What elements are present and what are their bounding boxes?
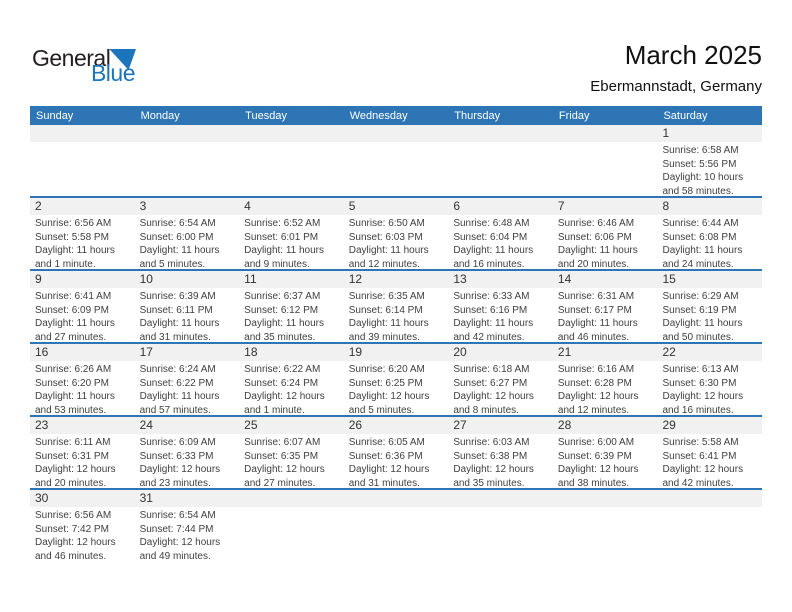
day-number: 23 bbox=[35, 418, 49, 432]
daylight-line: and 42 minutes. bbox=[453, 331, 525, 343]
daylight-line: and 20 minutes. bbox=[35, 477, 107, 489]
day-number: 10 bbox=[139, 272, 153, 286]
day-number: 14 bbox=[557, 272, 572, 286]
daylight-line: and 27 minutes. bbox=[244, 477, 316, 489]
sunrise-line: Sunrise: 6:58 AM bbox=[662, 145, 739, 156]
daylight-line: and 1 minute. bbox=[35, 258, 96, 270]
daylight-line: and 27 minutes. bbox=[35, 331, 107, 343]
sunset-line: Sunset: 6:36 PM bbox=[348, 450, 423, 462]
daylight-line: Daylight: 11 hours bbox=[139, 391, 220, 402]
week-details-row bbox=[30, 434, 762, 488]
week-details-row bbox=[30, 288, 762, 342]
day-number: 11 bbox=[244, 272, 257, 286]
week-number-band bbox=[30, 271, 762, 288]
empty-day-cell bbox=[448, 507, 553, 561]
daylight-line: and 57 minutes. bbox=[139, 404, 211, 416]
sunrise-line: Sunrise: 6:44 AM bbox=[662, 218, 739, 229]
week-row bbox=[30, 198, 762, 271]
empty-day-number bbox=[135, 125, 240, 142]
daylight-line: Daylight: 11 hours bbox=[557, 318, 638, 329]
day-number: 2 bbox=[35, 199, 42, 213]
sunrise-line: Sunrise: 6:29 AM bbox=[662, 291, 739, 302]
week-row bbox=[30, 344, 762, 417]
daylight-line: and 5 minutes. bbox=[139, 258, 206, 270]
day-cell bbox=[448, 361, 553, 415]
daylight-line: and 39 minutes. bbox=[348, 331, 420, 343]
daylight-line: and 58 minutes. bbox=[662, 185, 734, 197]
sunrise-line: Sunrise: 5:58 AM bbox=[662, 437, 739, 448]
daylight-line: Daylight: 12 hours bbox=[244, 391, 325, 402]
daylight-line: Daylight: 11 hours bbox=[139, 245, 220, 256]
day-cell bbox=[657, 142, 762, 196]
sunset-line: Sunset: 6:01 PM bbox=[244, 231, 319, 243]
day-number: 6 bbox=[453, 199, 460, 213]
week-details-row bbox=[30, 361, 762, 415]
day-number: 25 bbox=[244, 418, 258, 432]
sunset-line: Sunset: 6:22 PM bbox=[139, 377, 214, 389]
daylight-line: and 35 minutes. bbox=[453, 477, 525, 489]
day-cell bbox=[135, 288, 240, 342]
day-cell bbox=[239, 434, 344, 488]
empty-day-number bbox=[448, 125, 553, 142]
daylight-line: Daylight: 12 hours bbox=[453, 464, 534, 475]
day-number: 21 bbox=[557, 345, 572, 359]
day-cell bbox=[344, 288, 449, 342]
day-cell bbox=[30, 434, 135, 488]
sunset-line: Sunset: 6:35 PM bbox=[244, 450, 319, 462]
day-cell bbox=[239, 288, 344, 342]
empty-day-number bbox=[239, 490, 344, 507]
day-cell bbox=[344, 215, 449, 269]
day-number: 22 bbox=[662, 345, 676, 359]
daylight-line: Daylight: 11 hours bbox=[662, 245, 743, 256]
empty-day-number bbox=[344, 125, 449, 142]
sunrise-line: Sunrise: 6:48 AM bbox=[453, 218, 530, 229]
daylight-line: Daylight: 11 hours bbox=[557, 245, 638, 256]
sunset-line: Sunset: 6:39 PM bbox=[557, 450, 632, 462]
daylight-line: and 31 minutes. bbox=[139, 331, 211, 343]
daylight-line: and 12 minutes. bbox=[557, 404, 630, 416]
empty-day-cell bbox=[553, 142, 658, 196]
empty-day-cell bbox=[239, 142, 344, 196]
empty-day-number bbox=[553, 490, 658, 507]
day-number: 19 bbox=[348, 345, 363, 359]
daylight-line: Daylight: 12 hours bbox=[662, 464, 744, 475]
sunrise-line: Sunrise: 6:24 AM bbox=[139, 364, 216, 375]
location-subtitle: Ebermannstadt, Germany bbox=[590, 78, 762, 95]
daylight-line: Daylight: 12 hours bbox=[453, 391, 534, 402]
daylight-line: and 16 minutes. bbox=[662, 404, 734, 416]
daylight-line: Daylight: 12 hours bbox=[35, 464, 116, 475]
sunrise-line: Sunrise: 6:18 AM bbox=[453, 364, 530, 375]
daylight-line: Daylight: 11 hours bbox=[453, 318, 534, 329]
daylight-line: Daylight: 11 hours bbox=[35, 391, 115, 402]
daylight-line: and 1 minute. bbox=[244, 404, 305, 416]
sunset-line: Sunset: 6:30 PM bbox=[662, 377, 737, 389]
title-block bbox=[590, 40, 762, 95]
day-cell bbox=[135, 434, 240, 488]
sunrise-line: Sunrise: 6:09 AM bbox=[139, 437, 216, 448]
sunset-line: Sunset: 6:24 PM bbox=[244, 377, 319, 389]
daylight-line: and 5 minutes. bbox=[348, 404, 415, 416]
day-number: 18 bbox=[244, 345, 258, 359]
weekday-header-tuesday: Tuesday bbox=[245, 109, 287, 122]
daylight-line: and 46 minutes. bbox=[557, 331, 630, 343]
day-cell bbox=[135, 361, 240, 415]
empty-day-number bbox=[239, 125, 344, 142]
sunset-line: Sunset: 6:16 PM bbox=[453, 304, 528, 316]
weekday-header-monday: Monday bbox=[140, 109, 180, 122]
sunset-line: Sunset: 5:58 PM bbox=[35, 231, 109, 243]
sunrise-line: Sunrise: 6:13 AM bbox=[662, 364, 739, 375]
sunset-line: Sunset: 6:28 PM bbox=[557, 377, 632, 389]
sunrise-line: Sunrise: 6:50 AM bbox=[348, 218, 425, 229]
day-number: 17 bbox=[139, 345, 153, 359]
day-number: 5 bbox=[348, 199, 356, 213]
daylight-line: and 20 minutes. bbox=[557, 258, 630, 270]
sunrise-line: Sunrise: 6:31 AM bbox=[557, 291, 635, 302]
day-number: 30 bbox=[35, 491, 49, 505]
day-cell bbox=[657, 434, 762, 488]
empty-day-cell bbox=[553, 507, 658, 561]
sunset-line: Sunset: 6:09 PM bbox=[35, 304, 109, 316]
day-cell bbox=[239, 361, 344, 415]
sunset-line: Sunset: 6:08 PM bbox=[662, 231, 737, 243]
sunset-line: Sunset: 6:03 PM bbox=[348, 231, 423, 243]
daylight-line: and 35 minutes. bbox=[244, 331, 316, 343]
daylight-line: Daylight: 12 hours bbox=[139, 537, 221, 548]
empty-day-cell bbox=[239, 507, 344, 561]
page-title: March 2025 bbox=[624, 40, 762, 70]
logo-text-blue: Blue bbox=[90, 60, 135, 86]
sunset-line: Sunset: 6:00 PM bbox=[139, 231, 214, 243]
sunset-line: Sunset: 6:04 PM bbox=[453, 231, 528, 243]
week-details-row bbox=[30, 142, 762, 196]
daylight-line: Daylight: 12 hours bbox=[244, 464, 325, 475]
daylight-line: Daylight: 12 hours bbox=[348, 464, 430, 475]
empty-day-cell bbox=[135, 142, 240, 196]
day-cell bbox=[30, 507, 135, 561]
sunset-line: Sunset: 7:44 PM bbox=[139, 523, 214, 535]
day-number: 15 bbox=[662, 272, 676, 286]
day-number: 3 bbox=[139, 199, 147, 213]
sunrise-line: Sunrise: 6:54 AM bbox=[139, 218, 216, 229]
sunset-line: Sunset: 6:19 PM bbox=[662, 304, 737, 316]
empty-day-number bbox=[344, 490, 449, 507]
sunrise-line: Sunrise: 6:16 AM bbox=[557, 364, 635, 375]
daylight-line: Daylight: 11 hours bbox=[244, 245, 325, 256]
weekday-header-row bbox=[30, 106, 762, 125]
empty-day-number bbox=[553, 125, 658, 142]
day-cell bbox=[657, 288, 762, 342]
calendar-weeks bbox=[30, 125, 762, 561]
daylight-line: Daylight: 12 hours bbox=[662, 391, 744, 402]
daylight-line: Daylight: 10 hours bbox=[662, 172, 744, 183]
daylight-line: and 42 minutes. bbox=[662, 477, 734, 489]
day-cell bbox=[30, 215, 135, 269]
sunset-line: Sunset: 6:11 PM bbox=[139, 304, 213, 316]
day-cell bbox=[344, 434, 449, 488]
day-number: 8 bbox=[662, 199, 670, 213]
day-number: 28 bbox=[557, 418, 572, 432]
sunrise-line: Sunrise: 6:26 AM bbox=[35, 364, 112, 375]
sunset-line: Sunset: 6:06 PM bbox=[557, 231, 632, 243]
weekday-header-wednesday: Wednesday bbox=[349, 109, 408, 122]
day-number: 16 bbox=[35, 345, 49, 359]
daylight-line: and 53 minutes. bbox=[35, 404, 107, 416]
daylight-line: Daylight: 11 hours bbox=[35, 245, 115, 256]
daylight-line: Daylight: 11 hours bbox=[348, 245, 429, 256]
daylight-line: and 38 minutes. bbox=[557, 477, 630, 489]
week-details-row bbox=[30, 507, 762, 561]
day-cell bbox=[344, 361, 449, 415]
sunrise-line: Sunrise: 6:05 AM bbox=[348, 437, 425, 448]
daylight-line: and 24 minutes. bbox=[662, 258, 734, 270]
day-cell bbox=[239, 215, 344, 269]
sunset-line: Sunset: 7:42 PM bbox=[35, 523, 109, 535]
daylight-line: Daylight: 11 hours bbox=[662, 318, 743, 329]
empty-day-cell bbox=[30, 142, 135, 196]
day-cell bbox=[553, 361, 658, 415]
day-cell bbox=[448, 434, 553, 488]
sunrise-line: Sunrise: 6:46 AM bbox=[557, 218, 635, 229]
sunrise-line: Sunrise: 6:54 AM bbox=[139, 510, 216, 521]
daylight-line: Daylight: 11 hours bbox=[453, 245, 534, 256]
general-blue-logo bbox=[32, 45, 136, 86]
week-row bbox=[30, 125, 762, 198]
day-number: 7 bbox=[557, 199, 565, 213]
sunrise-line: Sunrise: 6:56 AM bbox=[35, 218, 112, 229]
sunrise-line: Sunrise: 6:03 AM bbox=[453, 437, 530, 448]
day-cell bbox=[30, 288, 135, 342]
daylight-line: Daylight: 11 hours bbox=[35, 318, 115, 329]
empty-day-number bbox=[30, 125, 135, 142]
sunset-line: Sunset: 5:56 PM bbox=[662, 158, 737, 170]
sunset-line: Sunset: 6:17 PM bbox=[557, 304, 632, 316]
day-number: 20 bbox=[453, 345, 467, 359]
weekday-header-thursday: Thursday bbox=[454, 109, 501, 122]
sunrise-line: Sunrise: 6:39 AM bbox=[139, 291, 216, 302]
sunrise-line: Sunrise: 6:52 AM bbox=[244, 218, 321, 229]
daylight-line: and 8 minutes. bbox=[453, 404, 519, 416]
empty-day-cell bbox=[657, 507, 762, 561]
weekday-header-sunday: Sunday bbox=[36, 109, 74, 122]
sunset-line: Sunset: 6:12 PM bbox=[244, 304, 319, 316]
day-cell bbox=[135, 215, 240, 269]
sunset-line: Sunset: 6:38 PM bbox=[453, 450, 528, 462]
sunset-line: Sunset: 6:25 PM bbox=[348, 377, 423, 389]
daylight-line: Daylight: 11 hours bbox=[244, 318, 325, 329]
day-cell bbox=[135, 507, 240, 561]
sunset-line: Sunset: 6:33 PM bbox=[139, 450, 214, 462]
daylight-line: Daylight: 12 hours bbox=[557, 464, 639, 475]
daylight-line: Daylight: 11 hours bbox=[139, 318, 220, 329]
day-cell bbox=[553, 434, 658, 488]
week-number-band bbox=[30, 344, 762, 361]
daylight-line: and 31 minutes. bbox=[348, 477, 420, 489]
sunrise-line: Sunrise: 6:11 AM bbox=[35, 437, 111, 448]
week-row bbox=[30, 271, 762, 344]
daylight-line: Daylight: 11 hours bbox=[348, 318, 429, 329]
week-number-band bbox=[30, 198, 762, 215]
day-number: 29 bbox=[662, 418, 676, 432]
day-number: 26 bbox=[348, 418, 363, 432]
daylight-line: and 49 minutes. bbox=[139, 550, 211, 562]
week-number-band bbox=[30, 125, 762, 142]
day-cell bbox=[657, 361, 762, 415]
day-cell bbox=[553, 288, 658, 342]
empty-day-number bbox=[448, 490, 553, 507]
sunrise-line: Sunrise: 6:56 AM bbox=[35, 510, 112, 521]
daylight-line: and 50 minutes. bbox=[662, 331, 734, 343]
day-number: 1 bbox=[662, 126, 670, 140]
daylight-line: and 9 minutes. bbox=[244, 258, 310, 270]
sunrise-line: Sunrise: 6:20 AM bbox=[348, 364, 425, 375]
daylight-line: Daylight: 12 hours bbox=[348, 391, 430, 402]
day-cell bbox=[30, 361, 135, 415]
day-number: 24 bbox=[139, 418, 153, 432]
daylight-line: and 23 minutes. bbox=[139, 477, 211, 489]
sunrise-line: Sunrise: 6:07 AM bbox=[244, 437, 321, 448]
week-number-band bbox=[30, 490, 762, 507]
day-number: 31 bbox=[139, 491, 153, 505]
sunrise-line: Sunrise: 6:37 AM bbox=[244, 291, 321, 302]
empty-day-number bbox=[657, 490, 762, 507]
week-row bbox=[30, 417, 762, 490]
daylight-line: and 12 minutes. bbox=[348, 258, 420, 270]
logo-text-general: General bbox=[32, 45, 111, 71]
day-number: 4 bbox=[244, 199, 251, 213]
sunrise-line: Sunrise: 6:35 AM bbox=[348, 291, 425, 302]
sunset-line: Sunset: 6:31 PM bbox=[35, 450, 109, 462]
day-cell bbox=[448, 215, 553, 269]
weekday-header-friday: Friday bbox=[558, 109, 590, 122]
day-cell bbox=[657, 215, 762, 269]
day-number: 13 bbox=[453, 272, 467, 286]
empty-day-cell bbox=[344, 142, 449, 196]
day-number: 9 bbox=[35, 272, 42, 286]
empty-day-cell bbox=[448, 142, 553, 196]
sunrise-line: Sunrise: 6:22 AM bbox=[244, 364, 321, 375]
sunset-line: Sunset: 6:27 PM bbox=[453, 377, 528, 389]
calendar bbox=[30, 106, 762, 561]
day-cell bbox=[448, 288, 553, 342]
daylight-line: Daylight: 12 hours bbox=[35, 537, 116, 548]
week-number-band bbox=[30, 417, 762, 434]
sunset-line: Sunset: 6:14 PM bbox=[348, 304, 423, 316]
empty-day-cell bbox=[344, 507, 449, 561]
daylight-line: and 16 minutes. bbox=[453, 258, 525, 270]
sunrise-line: Sunrise: 6:33 AM bbox=[453, 291, 530, 302]
weekday-header-saturday: Saturday bbox=[663, 109, 708, 122]
daylight-line: Daylight: 12 hours bbox=[557, 391, 639, 402]
week-details-row bbox=[30, 215, 762, 269]
sunrise-line: Sunrise: 6:41 AM bbox=[35, 291, 112, 302]
sunset-line: Sunset: 6:41 PM bbox=[662, 450, 737, 462]
sunrise-line: Sunrise: 6:00 AM bbox=[557, 437, 635, 448]
daylight-line: Daylight: 12 hours bbox=[139, 464, 221, 475]
week-row bbox=[30, 490, 762, 561]
day-number: 27 bbox=[453, 418, 467, 432]
day-number: 12 bbox=[348, 272, 363, 286]
day-cell bbox=[553, 215, 658, 269]
sunset-line: Sunset: 6:20 PM bbox=[35, 377, 109, 389]
daylight-line: and 46 minutes. bbox=[35, 550, 107, 562]
